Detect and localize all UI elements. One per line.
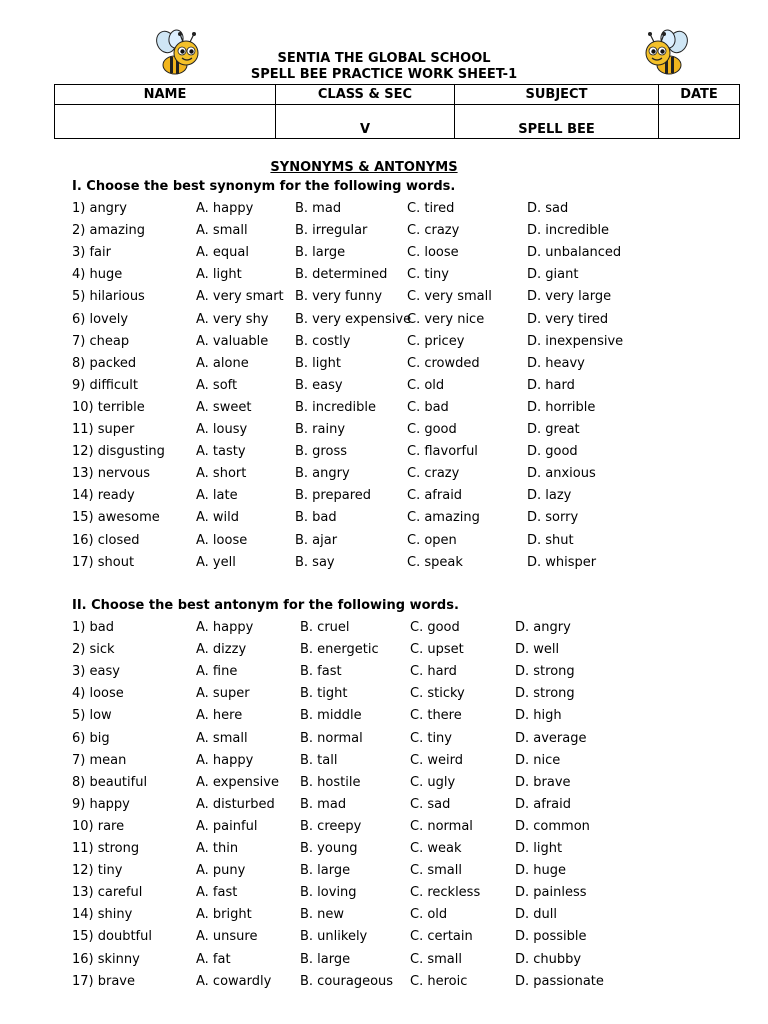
option-b[interactable]: B. large (300, 863, 351, 879)
option-a[interactable]: A. cowardly (196, 973, 272, 989)
option-d[interactable]: D. unbalanced (527, 245, 622, 261)
option-c[interactable]: C. pricey (407, 333, 465, 349)
option-d[interactable]: D. common (515, 818, 590, 834)
part1-question-row (0, 245, 768, 265)
worksheet-title: SPELL BEE PRACTICE WORK SHEET-1 (250, 67, 518, 82)
question-word: 4) huge (72, 267, 123, 283)
option-a[interactable]: A. disturbed (196, 796, 275, 812)
option-b[interactable]: B. mad (295, 201, 342, 216)
part2-question-row (0, 775, 768, 795)
option-d[interactable]: D. possible (515, 929, 587, 945)
option-c[interactable]: C. sticky (410, 686, 465, 702)
question-word: 2) amazing (72, 223, 145, 239)
option-a[interactable]: A. super (196, 686, 250, 702)
option-a[interactable]: A. unsure (196, 929, 258, 945)
part1-question-row (0, 488, 768, 508)
option-a[interactable]: A. bright (196, 907, 252, 923)
question-word: 8) packed (72, 355, 137, 371)
option-a[interactable]: A. dizzy (196, 642, 247, 658)
option-c[interactable]: C. amazing (407, 510, 480, 526)
option-a[interactable]: A. small (196, 730, 248, 746)
question-word: 15) doubtful (72, 929, 152, 945)
part2-question-row (0, 664, 768, 684)
option-a[interactable]: A. short (196, 466, 247, 482)
option-b[interactable]: B. large (300, 951, 351, 967)
option-d[interactable]: D. afraid (515, 796, 571, 812)
option-b[interactable]: B. angry (295, 466, 350, 482)
date-header: DATE (659, 85, 740, 105)
part2-question-row (0, 974, 768, 994)
option-c[interactable]: C. normal (410, 818, 473, 834)
section-title: SYNONYMS & ANTONYMS (270, 160, 458, 175)
question-word: 7) mean (72, 752, 127, 768)
option-c[interactable]: C. old (407, 377, 445, 393)
part2-question-row (0, 952, 768, 972)
option-c[interactable]: C. good (410, 620, 460, 635)
option-d[interactable]: D. painless (515, 885, 587, 901)
option-c[interactable]: C. crazy (407, 466, 460, 482)
question-word: 8) beautiful (72, 774, 148, 790)
option-d[interactable]: D. giant (527, 267, 579, 283)
option-d[interactable]: D. very tired (527, 311, 609, 327)
date-value[interactable] (659, 105, 740, 139)
question-word: 2) sick (72, 642, 115, 658)
part1-question-row (0, 422, 768, 442)
option-a[interactable]: A. late (196, 488, 238, 504)
question-word: 17) shout (72, 554, 135, 570)
student-info-table (54, 84, 740, 139)
question-word: 13) careful (72, 885, 143, 901)
option-a[interactable]: A. here (196, 708, 243, 724)
option-b[interactable]: B. irregular (295, 223, 368, 239)
option-a[interactable]: A. fine (196, 664, 238, 680)
option-d[interactable]: D. good (527, 444, 578, 460)
question-word: 14) shiny (72, 907, 133, 923)
question-word: 17) brave (72, 973, 136, 989)
option-a[interactable]: A. small (196, 223, 248, 239)
option-a[interactable]: A. painful (196, 818, 258, 834)
option-a[interactable]: A. puny (196, 863, 246, 879)
option-d[interactable]: D. dull (515, 907, 557, 923)
option-c[interactable]: C. reckless (410, 885, 481, 901)
part1-heading: I. Choose the best synonym for the following words. (72, 179, 456, 194)
option-b[interactable]: B. courageous (300, 973, 394, 989)
option-a[interactable]: A. happy (196, 752, 254, 768)
question-word: 5) low (72, 708, 112, 724)
option-c[interactable]: C. tiny (407, 267, 449, 283)
option-d[interactable]: D. inexpensive (527, 333, 624, 349)
option-b[interactable]: B. tight (300, 686, 348, 702)
option-b[interactable]: B. very expensive (295, 311, 412, 327)
option-a[interactable]: A. very smart (196, 289, 284, 305)
option-c[interactable]: C. good (407, 422, 457, 437)
part2-question-row (0, 863, 768, 883)
option-c[interactable]: C. bad (407, 399, 449, 415)
name-header: NAME (55, 85, 276, 105)
question-word: 16) closed (72, 532, 140, 548)
option-b[interactable]: B. large (295, 245, 346, 261)
option-b[interactable]: B. tall (300, 752, 338, 768)
option-a[interactable]: A. yell (196, 554, 236, 570)
option-a[interactable]: A. equal (196, 245, 249, 261)
option-d[interactable]: D. shut (527, 532, 574, 548)
option-b[interactable]: B. rainy (295, 422, 346, 437)
part2-question-row (0, 907, 768, 927)
option-d[interactable]: D. horrible (527, 399, 596, 415)
question-word: 3) easy (72, 664, 120, 680)
part1-question-row (0, 466, 768, 486)
option-a[interactable]: A. loose (196, 532, 248, 548)
question-word: 5) hilarious (72, 289, 145, 305)
part2-question-row (0, 708, 768, 728)
question-word: 10) terrible (72, 399, 145, 415)
option-c[interactable]: C. ugly (410, 774, 456, 790)
part1-question-row (0, 201, 768, 221)
option-a[interactable]: A. fast (196, 885, 238, 901)
option-c[interactable]: C. speak (407, 554, 463, 570)
part1-question-row (0, 510, 768, 530)
option-b[interactable]: B. incredible (295, 399, 376, 415)
option-d[interactable]: D. average (515, 730, 587, 746)
part2-question-row (0, 642, 768, 662)
option-d[interactable]: D. light (515, 841, 563, 856)
option-b[interactable]: B. new (300, 907, 345, 923)
part2-question-row (0, 620, 768, 640)
option-c[interactable]: C. very nice (407, 311, 485, 327)
option-b[interactable]: B. unlikely (300, 929, 368, 945)
option-d[interactable]: D. whisper (527, 554, 597, 570)
option-b[interactable]: B. loving (300, 885, 357, 901)
question-word: 3) fair (72, 245, 111, 261)
option-d[interactable]: D. brave (515, 774, 571, 790)
part1-question-row (0, 555, 768, 575)
part1-question-row (0, 289, 768, 309)
option-b[interactable]: B. normal (300, 730, 363, 746)
option-d[interactable]: D. well (515, 642, 560, 658)
option-a[interactable]: A. expensive (196, 774, 279, 790)
option-c[interactable]: C. small (410, 951, 462, 967)
option-d[interactable]: D. huge (515, 863, 567, 879)
option-d[interactable]: D. angry (515, 620, 571, 635)
question-word: 13) nervous (72, 466, 150, 482)
option-c[interactable]: C. crazy (407, 223, 460, 239)
question-word: 9) difficult (72, 377, 139, 393)
option-b[interactable]: B. determined (295, 267, 388, 283)
question-word: 6) big (72, 730, 110, 746)
option-c[interactable]: C. there (410, 708, 462, 724)
option-b[interactable]: B. costly (295, 333, 351, 349)
part1-question-row (0, 533, 768, 553)
option-c[interactable]: C. heroic (410, 973, 468, 989)
option-c[interactable]: C. certain (410, 929, 473, 945)
option-d[interactable]: D. very large (527, 289, 612, 305)
question-word: 16) skinny (72, 951, 140, 967)
class-sec-value: V (276, 105, 455, 139)
option-a[interactable]: A. valuable (196, 333, 269, 349)
option-d[interactable]: D. high (515, 708, 562, 724)
option-d[interactable]: D. hard (527, 377, 575, 393)
option-c[interactable]: C. old (410, 907, 448, 923)
part2-question-row (0, 819, 768, 839)
part1-question-row (0, 267, 768, 287)
part2-question-row (0, 841, 768, 861)
option-b[interactable]: B. light (295, 355, 341, 371)
option-b[interactable]: B. fast (300, 664, 342, 680)
option-c[interactable]: C. open (407, 532, 457, 548)
option-d[interactable]: D. passionate (515, 973, 604, 989)
option-c[interactable]: C. hard (410, 664, 457, 680)
option-d[interactable]: D. anxious (527, 466, 596, 482)
option-d[interactable]: D. chubby (515, 951, 582, 967)
option-a[interactable]: A. lousy (196, 422, 248, 437)
option-c[interactable]: C. upset (410, 642, 464, 658)
option-a[interactable]: A. light (196, 267, 242, 283)
question-word: 1) angry (72, 201, 127, 216)
option-d[interactable]: D. incredible (527, 223, 610, 239)
option-d[interactable]: D. nice (515, 752, 561, 768)
option-b[interactable]: B. easy (295, 377, 343, 393)
part2-question-row (0, 885, 768, 905)
option-b[interactable]: B. mad (300, 796, 347, 812)
option-b[interactable]: B. middle (300, 708, 362, 724)
option-a[interactable]: A. thin (196, 841, 239, 856)
question-word: 11) strong (72, 841, 140, 856)
option-c[interactable]: C. crowded (407, 355, 480, 371)
option-c[interactable]: C. small (410, 863, 462, 879)
option-a[interactable]: A. wild (196, 510, 240, 526)
option-d[interactable]: D. sad (527, 201, 569, 216)
question-word: 10) rare (72, 818, 125, 834)
option-b[interactable]: B. say (295, 554, 335, 570)
question-word: 9) happy (72, 796, 130, 812)
option-d[interactable]: D. strong (515, 686, 575, 702)
question-word: 15) awesome (72, 510, 160, 526)
option-b[interactable]: B. very funny (295, 289, 383, 305)
part2-question-row (0, 731, 768, 751)
option-a[interactable]: A. tasty (196, 444, 246, 460)
question-word: 12) tiny (72, 863, 123, 879)
option-c[interactable]: C. very small (407, 289, 492, 305)
option-b[interactable]: B. hostile (300, 774, 361, 790)
option-b[interactable]: B. gross (295, 444, 347, 460)
subject-value: SPELL BEE (455, 105, 659, 139)
option-d[interactable]: D. sorry (527, 510, 579, 526)
question-word: 1) bad (72, 620, 114, 635)
option-a[interactable]: A. fat (196, 951, 231, 967)
option-c[interactable]: C. flavorful (407, 444, 478, 460)
option-a[interactable]: A. alone (196, 355, 249, 371)
part1-question-row (0, 444, 768, 464)
question-word: 11) super (72, 422, 135, 437)
part1-question-row (0, 334, 768, 354)
part1-question-row (0, 312, 768, 332)
part2-question-row (0, 929, 768, 949)
option-d[interactable]: D. strong (515, 664, 575, 680)
part2-question-row (0, 686, 768, 706)
option-b[interactable]: B. energetic (300, 642, 379, 658)
part2-question-row (0, 797, 768, 817)
option-d[interactable]: D. lazy (527, 488, 572, 504)
option-b[interactable]: B. prepared (295, 488, 372, 504)
option-c[interactable]: C. weird (410, 752, 463, 768)
option-b[interactable]: B. creepy (300, 818, 362, 834)
question-word: 12) disgusting (72, 444, 165, 460)
option-c[interactable]: C. tiny (410, 730, 452, 746)
option-c[interactable]: C. loose (407, 245, 459, 261)
option-c[interactable]: C. sad (410, 796, 451, 812)
option-a[interactable]: A. happy (196, 620, 254, 635)
option-a[interactable]: A. soft (196, 377, 238, 393)
school-name: SENTIA THE GLOBAL SCHOOL (277, 51, 491, 66)
question-word: 4) loose (72, 686, 124, 702)
option-c[interactable]: C. tired (407, 201, 455, 216)
class-sec-header: CLASS & SEC (276, 85, 455, 105)
option-b[interactable]: B. young (300, 841, 358, 856)
option-d[interactable]: D. heavy (527, 355, 585, 371)
option-d[interactable]: D. great (527, 422, 580, 437)
option-b[interactable]: B. ajar (295, 532, 338, 548)
part1-question-row (0, 400, 768, 420)
option-c[interactable]: C. weak (410, 841, 462, 856)
option-b[interactable]: B. cruel (300, 620, 350, 635)
part2-heading: II. Choose the best antonym for the following words. (72, 598, 459, 613)
question-word: 14) ready (72, 488, 135, 504)
option-a[interactable]: A. very shy (196, 311, 269, 327)
name-value[interactable] (55, 105, 276, 139)
option-a[interactable]: A. happy (196, 201, 254, 216)
question-word: 7) cheap (72, 333, 130, 349)
part1-question-row (0, 223, 768, 243)
option-a[interactable]: A. sweet (196, 399, 252, 415)
option-b[interactable]: B. bad (295, 510, 337, 526)
question-word: 6) lovely (72, 311, 129, 327)
subject-header: SUBJECT (455, 85, 659, 105)
part1-question-row (0, 356, 768, 376)
option-c[interactable]: C. afraid (407, 488, 463, 504)
part1-question-row (0, 378, 768, 398)
part2-question-row (0, 753, 768, 773)
